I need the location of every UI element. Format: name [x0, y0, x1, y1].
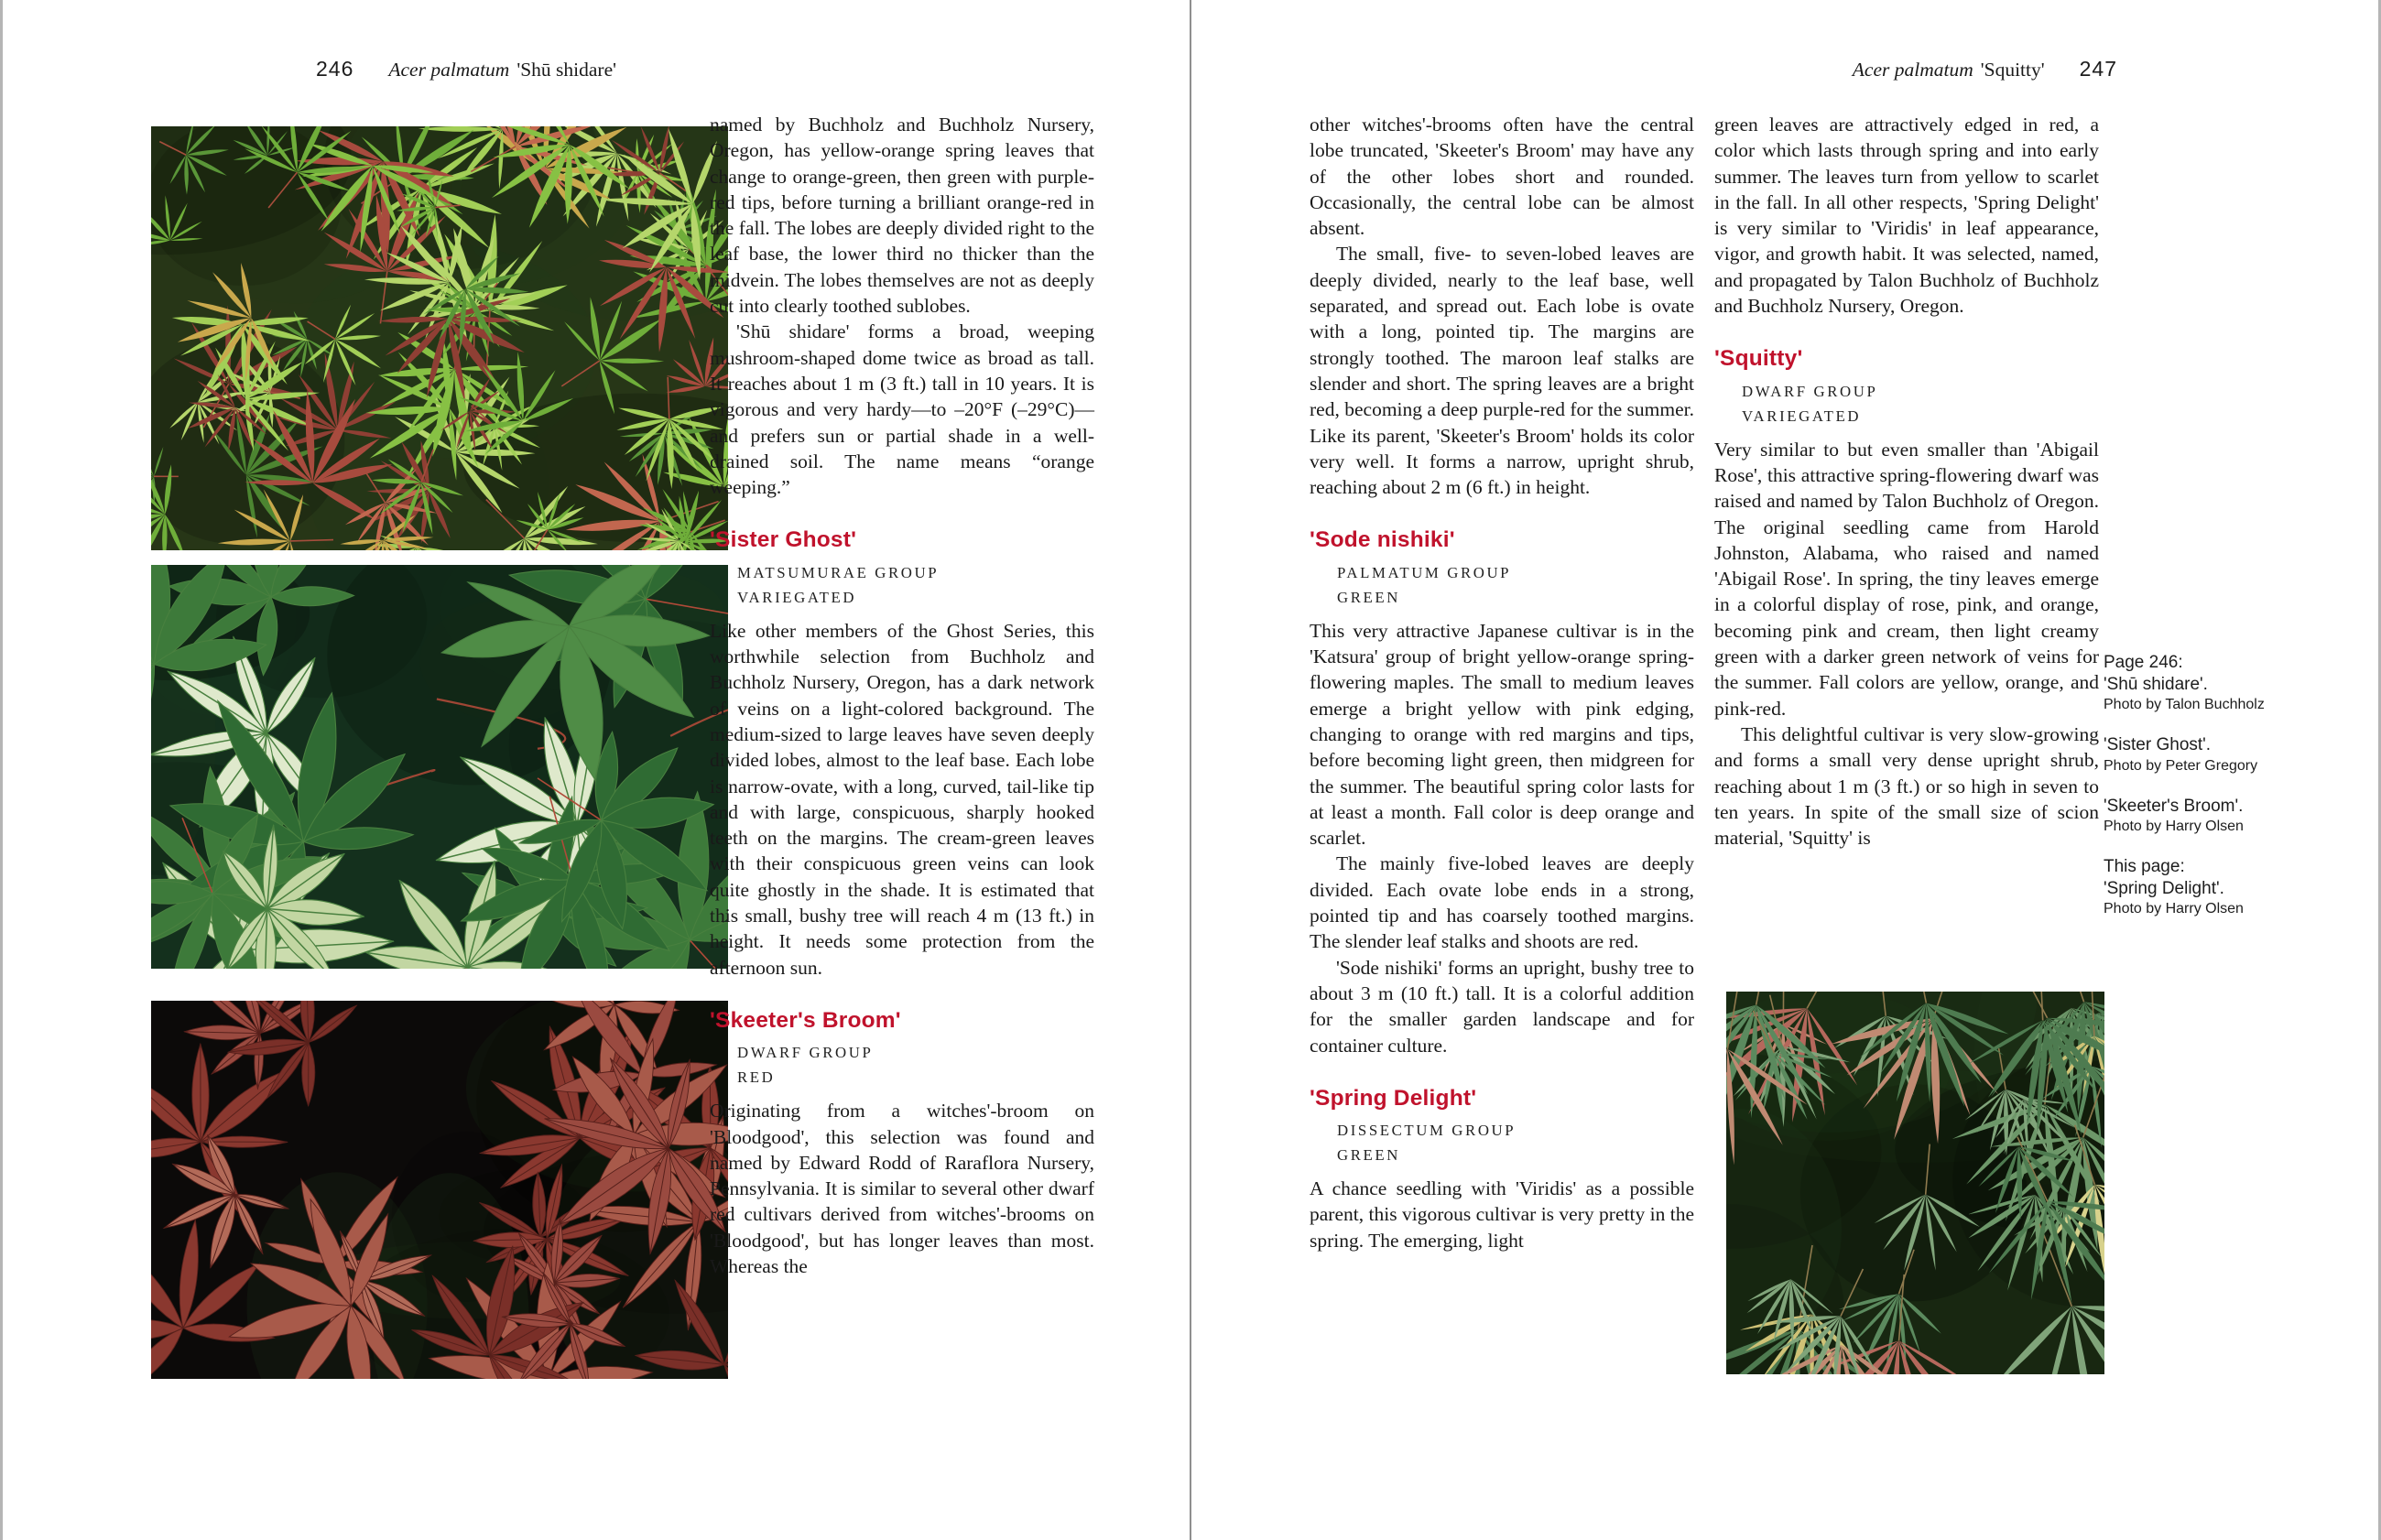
credit-photographer: Photo by Peter Gregory: [2104, 757, 2258, 774]
photo-credits: [2104, 652, 2287, 938]
group-line: DWARF GROUP: [737, 1044, 874, 1062]
paragraph: This very attractive Japanese cultivar is in the 'Katsura' group of bright yellow-orange spring-flowering maples. The small to medium leaves emerge a bright yellow with pink edging, changing to orange with red margins and tips, before becoming light green, then midgreen for the summer. The beautiful spring color lasts for at least a month. Fall color is deep orange and scarlet.: [1310, 619, 1694, 850]
running-head-cultivar: 'Shū shidare': [516, 59, 617, 81]
group-line: VARIEGATED: [737, 588, 857, 606]
paragraph: named by Buchholz and Buchholz Nursery, Oregon, has yellow-orange spring leaves that change to orange-green, then green with purple-red tips, before turning a brilliant orange-red in the fall. The lobes are deeply divided right to the leaf base, the lower third no thicker than the midvein. The lobes themselves are not as deeply cut into clearly toothed sublobes.: [710, 114, 1094, 318]
paragraph: A chance seedling with 'Viridis' as a possible parent, this vigorous cultivar is very pretty in the spring. The emerging, light: [1310, 1177, 1694, 1252]
credit-photographer: Photo by Harry Olsen: [2104, 819, 2244, 834]
paragraph: Originating from a witches'-broom on 'Bloodgood', this selection was found and named by Edward Rodd of Raraflora Nursery, Pennsylvania. It is similar to several other dwarf red cultivars derived from witches'-brooms on 'Bloodgood', but has longer leaves than most. Whereas the: [710, 1100, 1094, 1277]
paragraph: Very similar to but even smaller than 'Abigail Rose', this attractive spring-flowering dwarf was raised and named by Talon Buchholz of Oregon. The original seedling came from Harold Johnston, Alabama, who raised and named 'Abigail Rose'. In spring, the tiny leaves emerge in a colorful display of rose, pink, and orange, becoming pink and cream, then light creamy green with a darker green network of veins for the summer. Fall colors are yellow, orange, and pink-red.: [1714, 438, 2099, 720]
paragraph: other witches'-brooms often have the central lobe truncated, 'Skeeter's Broom' may have any of the other lobes short and rounded. Occasionally, the central lobe can be almost absent.: [1310, 114, 1694, 240]
right-text-column-2: [1714, 112, 2099, 851]
credit-block: [2104, 734, 2287, 776]
credit-title: 'Skeeter's Broom'.: [2104, 796, 2244, 816]
right-running-head: [1853, 57, 2117, 81]
credit-title: 'Spring Delight'.: [2104, 878, 2224, 898]
credit-photographer: Photo by Harry Olsen: [2104, 901, 2244, 916]
group-line: VARIEGATED: [1742, 407, 1862, 425]
paragraph: This delightful cultivar is very slow-growing and forms a small very dense upright shrub, reaching about 1 m (3 ft.) or so high in seven to ten years. In spite of the small size of scion material, 'Squitty' is: [1714, 722, 2099, 850]
left-page-edge: [0, 0, 3, 1540]
group-line: DWARF GROUP: [1742, 382, 1878, 400]
paragraph: The small, five- to seven-lobed leaves are deeply divided, nearly to the leaf base, well separated, and spread out. Each lobe is ovate with a long, pointed tip. The margins are strongly toothed. The maroon leaf stalks are slender and short. The spring leaves are a bright red, becoming a deep purple-red for the summer. Like its parent, 'Skeeter's Broom' holds its color very well. It forms a narrow, upright shrub, reaching about 2 m (6 ft.) in height.: [1310, 243, 1694, 499]
paragraph: Like other members of the Ghost Series, this worthwhile selection from Buchholz and Buchholz Nursery, Oregon, has a dark network of veins on a light-colored background. The medium-sized to large leaves have seven deeply divided lobes, almost to the leaf base. Each lobe is narrow-ovate, with a long, curved, tail-like tip and with large, conspicuous, sharply hooked teeth on the margins. The cream-green leaves with their conspicuous green veins can look quite ghostly in the shade. It is estimated that this small, bushy tree will reach 4 m (13 ft.) in height. It needs some protection from the afternoon sun.: [710, 619, 1094, 979]
right-text-column-1: [1310, 112, 1694, 1253]
running-head-species: Acer palmatum: [1852, 59, 1973, 81]
group-line: GREEN: [1337, 1146, 1400, 1165]
credit-title: 'Shū shidare'.: [2104, 674, 2208, 694]
group-line: RED: [737, 1068, 776, 1087]
running-head-species: Acer palmatum: [388, 59, 510, 81]
credit-block: [2104, 856, 2287, 919]
running-head-cultivar: 'Squitty': [1980, 59, 2045, 81]
cultivar-heading: 'Skeeter's Broom': [710, 1007, 901, 1033]
left-page-number: 246: [316, 57, 354, 81]
paragraph: 'Shū shidare' forms a broad, weeping mushroom-shaped dome twice as broad as tall. It reaches about 1 m (3 ft.) tall in 10 years. It is vigorous and very hardy—to –20°F (–29°C)—and prefers sun or partial shade in a well-drained soil. The name means “orange weeping.”: [710, 320, 1094, 499]
group-line: DISSECTUM GROUP: [1337, 1122, 1517, 1140]
credit-title: This page:: [2104, 857, 2185, 876]
credit-title: 'Sister Ghost'.: [2104, 735, 2212, 754]
right-page-number: 247: [2079, 57, 2117, 81]
photo-skeeters-broom: [151, 1001, 728, 1379]
left-text-column: [710, 112, 1094, 1279]
credit-block: [2104, 652, 2287, 715]
group-classification: [710, 560, 1094, 610]
paragraph: 'Sode nishiki' forms an upright, bushy tree to about 3 m (10 ft.) tall. It is a colorful addition for the smaller garden landscape and for container culture.: [1310, 956, 1694, 1057]
photo-spring-delight: [1726, 992, 2104, 1374]
group-line: GREEN: [1337, 588, 1400, 606]
cultivar-heading: 'Spring Delight': [1310, 1085, 1477, 1111]
cultivar-heading: 'Sister Ghost': [710, 527, 857, 553]
group-classification: [1310, 560, 1694, 610]
group-classification: [1714, 379, 2099, 428]
cultivar-heading: 'Squitty': [1714, 346, 1803, 372]
photo-shu-shidare: [151, 126, 728, 550]
page-gutter-divider: [1190, 0, 1191, 1540]
photo-sister-ghost: [151, 565, 728, 969]
group-classification: [1310, 1118, 1694, 1167]
group-line: PALMATUM GROUP: [1337, 563, 1512, 581]
cultivar-heading: 'Sode nishiki': [1310, 527, 1455, 553]
credit-photographer: Photo by Talon Buchholz: [2104, 697, 2265, 712]
left-running-head: [316, 57, 616, 81]
group-line: MATSUMURAE GROUP: [737, 563, 940, 581]
group-classification: [710, 1040, 1094, 1090]
credit-block: [2104, 796, 2287, 838]
paragraph: The mainly five-lobed leaves are deeply divided. Each ovate lobe ends in a strong, pointed tip and has coarsely toothed margins. The slender leaf stalks and shoots are red.: [1310, 852, 1694, 953]
credit-title: Page 246:: [2104, 653, 2183, 672]
paragraph: green leaves are attractively edged in red, a color which lasts through spring and into early summer. The leaves turn from yellow to scarlet in the fall. In all other respects, 'Spring Delight' is very similar to 'Viridis' in leaf appearance, vigor, and growth habit. It was selected, named, and propagated by Talon Buchholz of Buchholz and Buchholz Nursery, Oregon.: [1714, 114, 2099, 318]
